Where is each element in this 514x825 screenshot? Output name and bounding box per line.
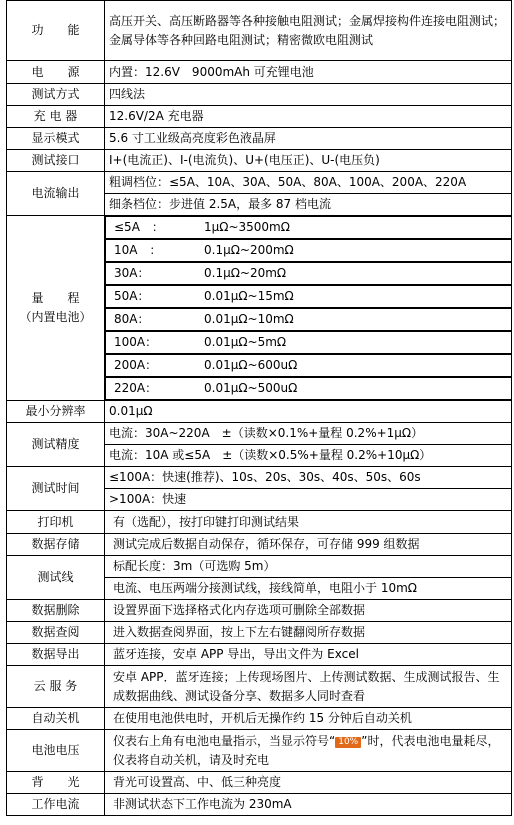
value-method: 四线法 bbox=[105, 84, 512, 106]
range-value: 0.01μΩ~5mΩ bbox=[204, 335, 287, 349]
value-workcur: 非测试状态下工作电流为 230mA bbox=[105, 794, 512, 816]
range-item bbox=[105, 239, 512, 262]
row-charger bbox=[7, 106, 512, 128]
value-printer: 有（选配），按打印键打印测试结果 bbox=[105, 511, 512, 534]
label-charger: 充 电 器 bbox=[7, 106, 105, 128]
label-method: 测试方式 bbox=[7, 84, 105, 106]
row-autooff bbox=[7, 708, 512, 730]
range-current: 80A： bbox=[114, 312, 150, 326]
range-item bbox=[105, 331, 512, 354]
label-port: 测试接口 bbox=[7, 150, 105, 172]
range-value: 0.01μΩ~600uΩ bbox=[204, 358, 298, 372]
range-current: 30A： bbox=[114, 266, 150, 280]
row-port bbox=[7, 150, 512, 172]
value-export: 蓝牙连接，安卓 APP 导出，导出文件为 Excel bbox=[105, 644, 512, 666]
row-workcur bbox=[7, 794, 512, 816]
value-power: 内置：12.6V 9000mAh 可充锂电池 bbox=[105, 61, 512, 84]
value-accuracy-low: 电流：10A 或≤5A ±（读数×0.5%+量程 0.2%+10μΩ） bbox=[105, 445, 512, 467]
value-cloud: 安卓 APP．蓝牙连接；上传现场图片、上传测试数据、生成测试报告、生成数据曲线、测试设备分享、数据多人同时查看 bbox=[105, 666, 512, 708]
range-item bbox=[105, 262, 512, 285]
row-backlight bbox=[7, 772, 512, 794]
label-accuracy: 测试精度 bbox=[7, 423, 105, 467]
range-value: 0.1μΩ~20mΩ bbox=[204, 266, 287, 280]
value-battery bbox=[105, 730, 512, 772]
label-range-title: 量 程 bbox=[31, 291, 80, 305]
label-range-sub: （内置电池） bbox=[19, 310, 92, 324]
label-resolution: 最小分辨率 bbox=[7, 401, 105, 423]
row-review bbox=[7, 622, 512, 644]
label-delete: 数据删除 bbox=[7, 600, 105, 622]
value-lead-desc: 电流、电压两端分接测试线，接线简单，电阻小于 10mΩ bbox=[105, 578, 512, 600]
range-value: 0.01μΩ~500uΩ bbox=[204, 381, 298, 395]
label-function: 功 能 bbox=[7, 1, 105, 61]
label-current-out: 电流输出 bbox=[7, 172, 105, 216]
label-autooff: 自动关机 bbox=[7, 708, 105, 730]
range-item bbox=[105, 354, 512, 377]
range-value: 0.01μΩ~15mΩ bbox=[204, 289, 294, 303]
value-delete: 设置界面下选择格式化内存选项可删除全部数据 bbox=[105, 600, 512, 622]
value-current-out-coarse: 粗调档位：≤5A、10A、30A、50A、80A、100A、200A、220A bbox=[105, 172, 512, 194]
row-power bbox=[7, 61, 512, 84]
value-resolution: 0.01μΩ bbox=[105, 401, 512, 423]
range-current: 220A： bbox=[114, 381, 158, 395]
value-function: 高压开关、高压断路器等各种接触电阻测试；金属焊接构件连接电阻测试；金属导体等各种回路电阻测试；精密微欧电阻测试 bbox=[105, 1, 512, 61]
range-value: 1μΩ~3500mΩ bbox=[204, 220, 290, 234]
row-storage bbox=[7, 534, 512, 556]
value-review: 进入数据查阅界面，按上下左右键翻阅所存数据 bbox=[105, 622, 512, 644]
battery-low-icon: 10% bbox=[335, 737, 361, 748]
row-range-0 bbox=[7, 216, 512, 240]
row-printer bbox=[7, 511, 512, 534]
label-range bbox=[7, 216, 105, 401]
range-item bbox=[105, 308, 512, 331]
range-item bbox=[105, 285, 512, 308]
row-accuracy-1 bbox=[7, 423, 512, 445]
value-storage: 测试完成后数据自动保存，循环保存，可存储 999 组数据 bbox=[105, 534, 512, 556]
range-item bbox=[105, 216, 512, 239]
value-display: 5.6 寸工业级高亮度彩色液晶屏 bbox=[105, 128, 512, 150]
row-delete bbox=[7, 600, 512, 622]
value-current-out-fine: 细条档位：步进值 2.5A，最多 87 档电流 bbox=[105, 194, 512, 216]
range-current: 200A： bbox=[114, 358, 158, 372]
row-display bbox=[7, 128, 512, 150]
value-backlight: 背光可设置高、中、低三种亮度 bbox=[105, 772, 512, 794]
battery-text-a: 仪表右上角有电池电量指示，当显示符号“ bbox=[113, 733, 336, 748]
range-current: 50A： bbox=[114, 289, 150, 303]
value-time-high: >100A：快速 bbox=[105, 489, 512, 511]
label-lead: 测试线 bbox=[7, 556, 105, 600]
label-review: 数据查阅 bbox=[7, 622, 105, 644]
range-current: ≤5A ： bbox=[114, 220, 164, 234]
value-charger: 12.6V/2A 充电器 bbox=[105, 106, 512, 128]
label-time: 测试时间 bbox=[7, 467, 105, 511]
battery-text-b: ”时，代表电池电量耗尽，仪表将自动关机，请及时充电 bbox=[113, 733, 500, 767]
row-resolution bbox=[7, 401, 512, 423]
range-item bbox=[105, 377, 512, 400]
row-cloud bbox=[7, 666, 512, 708]
label-battery: 电池电压 bbox=[7, 730, 105, 772]
label-display: 显示模式 bbox=[7, 128, 105, 150]
row-lead-1 bbox=[7, 556, 512, 578]
value-time-low: ≤100A：快速(推荐)、10s、20s、30s、40s、50s、60s bbox=[105, 467, 512, 489]
label-power: 电 源 bbox=[7, 61, 105, 84]
label-backlight: 背 光 bbox=[7, 772, 105, 794]
range-value: 0.1μΩ~200mΩ bbox=[204, 243, 294, 257]
row-method bbox=[7, 84, 512, 106]
row-export bbox=[7, 644, 512, 666]
label-workcur: 工作电流 bbox=[7, 794, 105, 816]
label-export: 数据导出 bbox=[7, 644, 105, 666]
label-storage: 数据存储 bbox=[7, 534, 105, 556]
range-current: 100A： bbox=[114, 335, 158, 349]
range-current: 10A ： bbox=[114, 243, 162, 257]
value-accuracy-high: 电流：30A~220A ±（读数×0.1%+量程 0.2%+1μΩ） bbox=[105, 423, 512, 445]
row-battery bbox=[7, 730, 512, 772]
row-current-out-1 bbox=[7, 172, 512, 194]
value-lead-length: 标配长度：3m（可选购 5m） bbox=[105, 556, 512, 578]
label-cloud: 云 服 务 bbox=[7, 666, 105, 708]
row-time-1 bbox=[7, 467, 512, 489]
label-printer: 打印机 bbox=[7, 511, 105, 534]
value-port: I+(电流正)、I-(电流负)、U+(电压正)、U-(电压负) bbox=[105, 150, 512, 172]
range-value: 0.01μΩ~10mΩ bbox=[204, 312, 294, 326]
row-function bbox=[7, 1, 512, 61]
value-autooff: 在使用电池供电时，开机后无操作约 15 分钟后自动关机 bbox=[105, 708, 512, 730]
spec-table bbox=[6, 0, 512, 816]
